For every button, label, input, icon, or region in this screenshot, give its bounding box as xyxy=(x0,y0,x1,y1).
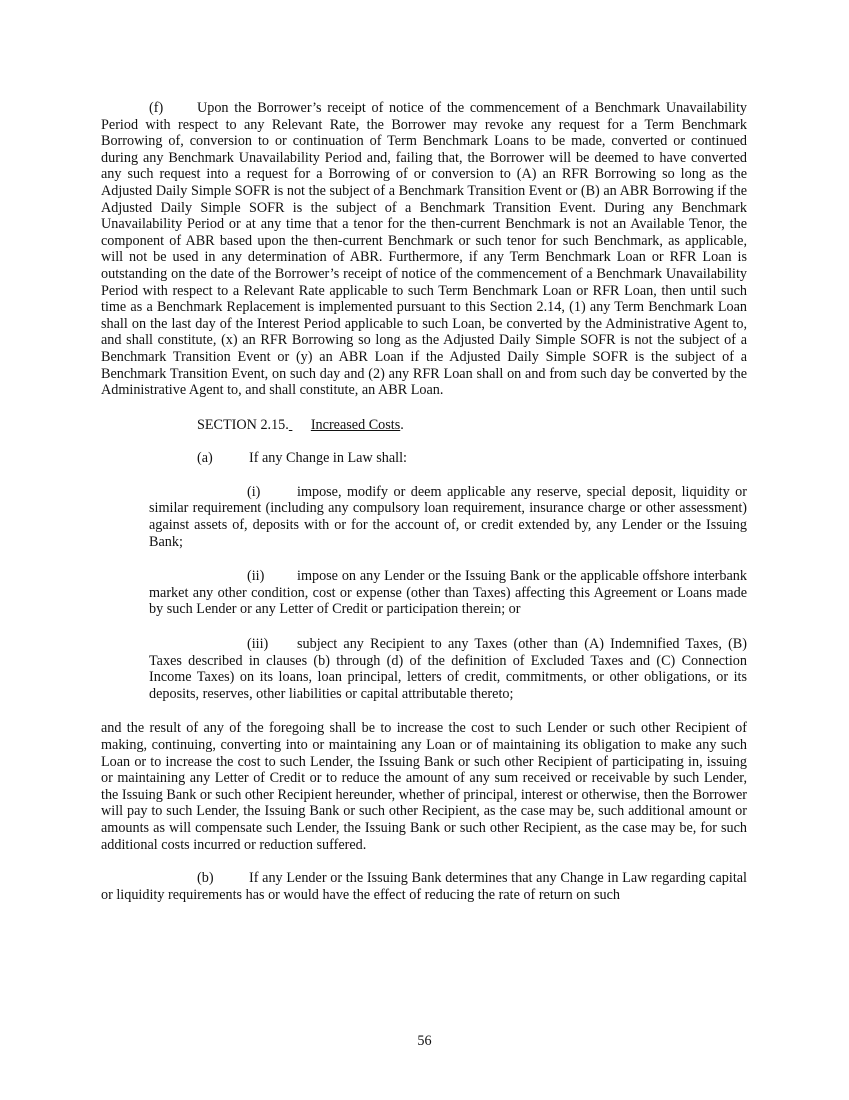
paragraph-a xyxy=(197,450,747,467)
paragraph-f xyxy=(101,100,747,399)
page-content xyxy=(101,100,747,903)
paragraph-f-marker: (f) xyxy=(149,100,164,116)
subclause-ii-text: impose on any Lender or the Issuing Bank or the applicable offshore interbank market any other condition, cost or expense (other than Taxes) affecting this Agreement or Loans made by such Lender or any Letter of Credit or participation therein; or xyxy=(149,568,747,618)
paragraph-b-marker: (b) xyxy=(197,870,214,887)
subclause-ii-marker: (ii) xyxy=(247,568,265,585)
section-heading xyxy=(197,417,747,434)
paragraph-f-text: Upon the Borrower’s receipt of notice of the commencement of a Benchmark Unavailability Period with respect to any Relevant Rate, the Borrower may revoke any request for a Term Benchmark Borrowing of, conversion to or continuation of Term Benchmark Loans to be made, converted or continued during any Benchmark Unavailability Period and, failing that, the Borrower will be deemed to have converted any such request into a request for a Borrowing of or conversion to (A) an RFR Borrowing so long as the Adjusted Daily Simple SOFR is not the subject of a Benchmark Transition Event or (B) an ABR Borrowing if the Adjusted Daily Simple SOFR is the subject of a Benchmark Transition Event. During any Benchmark Unavailability Period or at any time that a tenor for the then-current Benchmark is not an Available Tenor, the component of ABR based upon the then-current Benchmark or such tenor for such Benchmark, as applicable, will not be used in any determination of ABR. Furthermore, if any Term Benchmark Loan or RFR Loan is outstanding on the date of the Borrower’s receipt of notice of the commencement of a Benchmark Unavailability Period with respect to a Relevant Rate applicable to such Term Benchmark Loan or RFR Loan, then until such time as a Benchmark Replacement is implemented pursuant to this Section 2.14, (1) any Term Benchmark Loan shall on the last day of the Interest Period applicable to such Loan, be converted by the Administrative Agent to, and shall constitute, (x) an RFR Borrowing so long as the Adjusted Daily Simple SOFR is not the subject of a Benchmark Transition Event or (y) an ABR Loan if the Adjusted Daily Simple SOFR is the subject of a Benchmark Transition Event, on such day and (2) any RFR Loan shall on and from such day be converted by the Administrative Agent to, and shall constitute, an ABR Loan. xyxy=(101,100,747,399)
subclause-iii-text: subject any Recipient to any Taxes (other than (A) Indemnified Taxes, (B) Taxes described in clauses (b) through (d) of the definition of Excluded Taxes and (C) Connection Income Taxes) on its loans, loan principal, letters of credit, commitments, or other obligations, or its deposits, reserves, other liabilities or capital attributable thereto; xyxy=(149,636,747,702)
section-number: SECTION 2.15. xyxy=(197,416,289,433)
section-title: Increased Costs xyxy=(310,416,401,433)
paragraph-b-text: If any Lender or the Issuing Bank determines that any Change in Law regarding capital or liquidity requirements has or would have the effect of reducing the rate of return on such xyxy=(101,870,747,903)
paragraph-a-text: If any Change in Law shall: xyxy=(249,450,407,467)
section-title-period: . xyxy=(400,416,404,433)
subclause-iii-marker: (iii) xyxy=(247,636,269,653)
subclause-i-text: impose, modify or deem applicable any reserve, special deposit, liquidity or similar requirement (including any compulsory loan requirement, insurance charge or other assessment) against assets of, deposits with or for the account of, or credit extended by, any Lender or the Issuing Bank; xyxy=(149,483,747,550)
page-number: 56 xyxy=(417,1033,432,1049)
subclause-iii xyxy=(149,636,747,702)
paragraph-a-marker: (a) xyxy=(197,450,213,467)
heading-gap xyxy=(289,417,311,434)
subclause-i-marker: (i) xyxy=(247,483,261,500)
result-paragraph: and the result of any of the foregoing shall be to increase the cost to such Lender or such other Recipient of making, continuing, converting into or maintaining any Loan or of maintaining its obligation to make any such Loan or to increase the cost to such Lender, the Issuing Bank or such other Recipient of participating in, issuing or maintaining any Letter of Credit or to reduce the amount of any sum received or receivable by such Lender, the Issuing Bank or such other Recipient hereunder, whether of principal, interest or otherwise, then the Borrower will pay to such Lender, the Issuing Bank or such other Recipient, as the case may be, such additional amount or amounts as will compensate such Lender, the Issuing Bank or such other Recipient, as the case may be, for such additional costs incurred or reduction suffered. xyxy=(101,720,747,853)
subclause-ii xyxy=(149,568,747,618)
subclause-i xyxy=(149,484,747,550)
paragraph-b xyxy=(101,870,747,903)
